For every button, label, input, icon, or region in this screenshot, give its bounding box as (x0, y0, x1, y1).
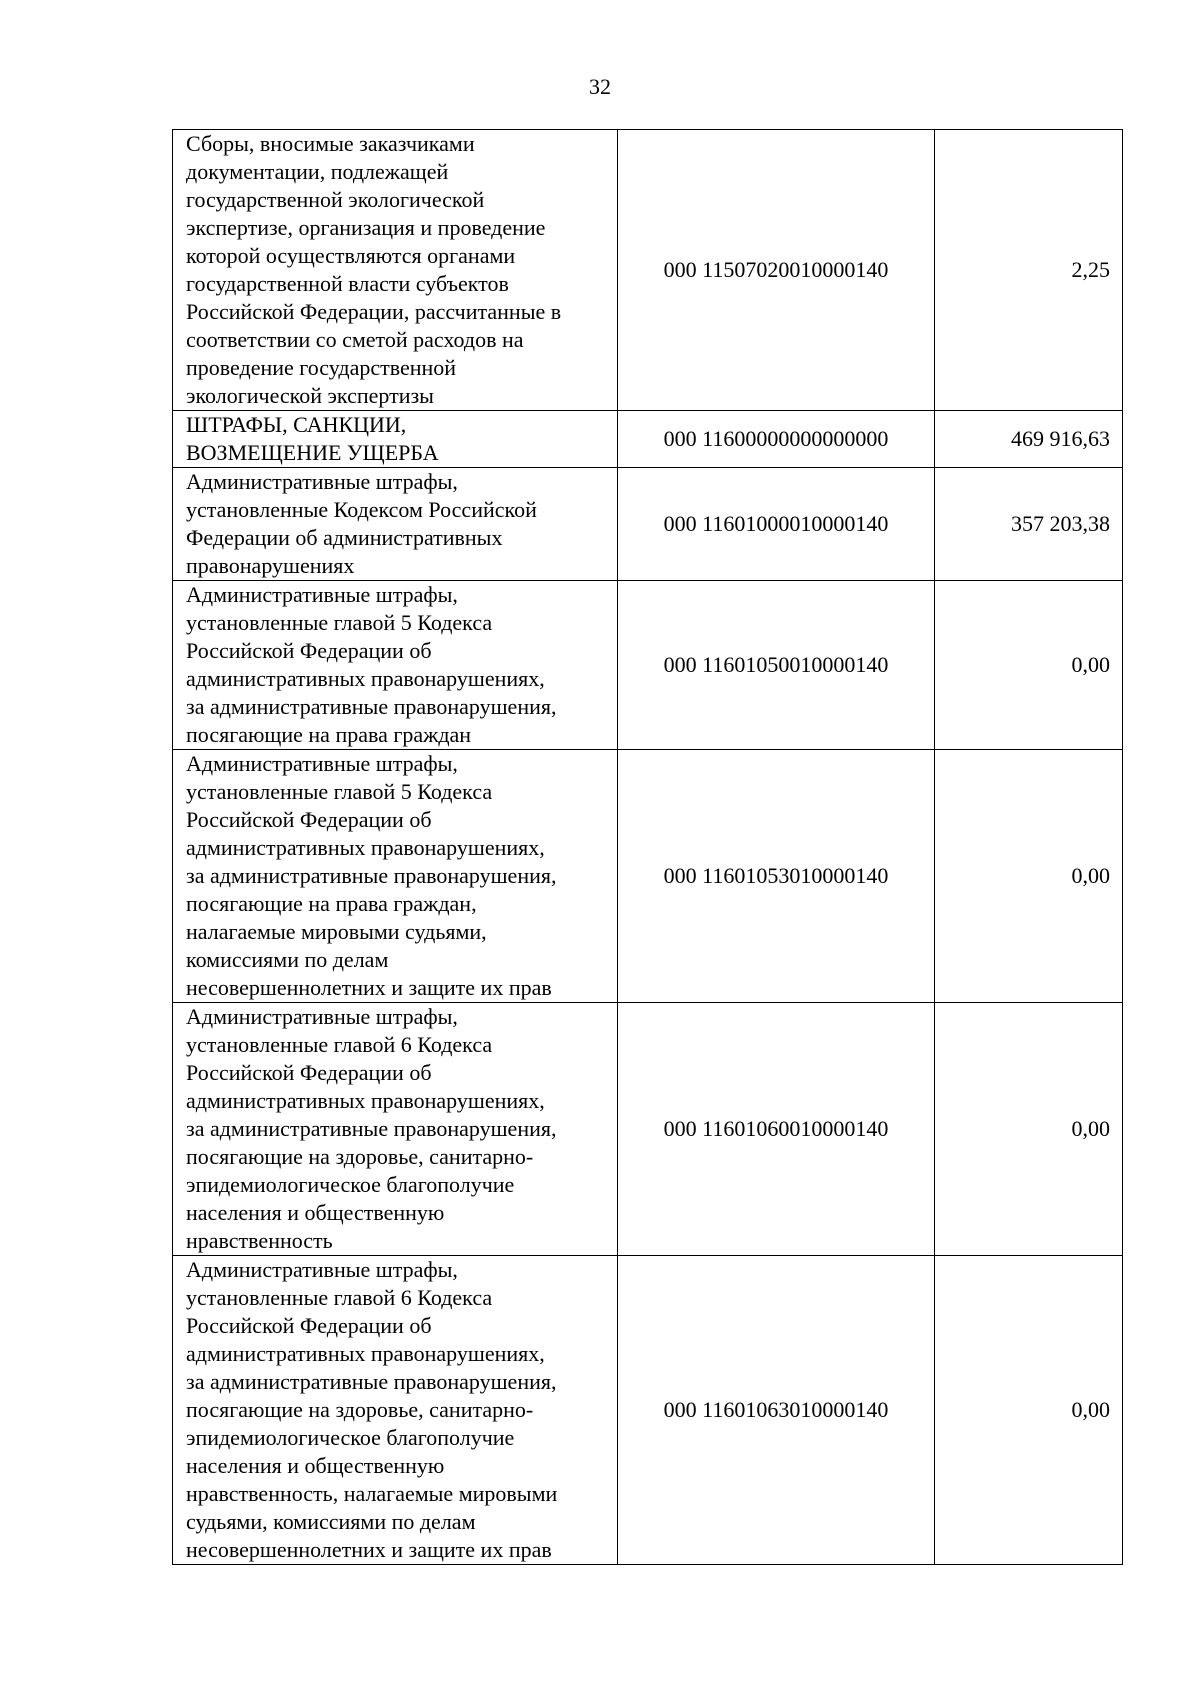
description-line: Административные штрафы, (186, 1257, 458, 1282)
table-row (173, 130, 1123, 411)
revenue-table (172, 129, 1123, 1565)
description-line: проведение государственной (186, 355, 457, 380)
description-line: установленные главой 6 Кодекса (186, 1285, 493, 1310)
description-line: Российской Федерации, рассчитанные в (186, 299, 562, 324)
description-line: правонарушениях (186, 553, 355, 578)
budget-code-cell: 000 11601060010000140 (618, 1003, 935, 1256)
table-row (173, 750, 1123, 1003)
description-line: эпидемиологическое благополучие (186, 1172, 515, 1197)
description-line: за административные правонарушения, (186, 863, 557, 888)
description-line: экспертизе, организация и проведение (186, 215, 546, 240)
table-row (173, 411, 1123, 468)
description-line: посягающие на здоровье, санитарно- (186, 1397, 534, 1422)
description-line: которой осуществляются органами (186, 243, 516, 268)
description-line: соответствии со сметой расходов на (186, 327, 524, 352)
description-line: государственной власти субъектов (186, 271, 509, 296)
budget-code-cell: 000 11507020010000140 (618, 130, 935, 411)
description-line: Российской Федерации об (186, 1060, 432, 1085)
description-line: Федерации об административных (186, 525, 503, 550)
description-line: за административные правонарушения, (186, 1116, 557, 1141)
description-line: населения и общественную (186, 1453, 445, 1478)
description-line: комиссиями по делам (186, 947, 389, 972)
amount-cell: 0,00 (935, 1003, 1123, 1256)
description-line: установленные главой 5 Кодекса (186, 779, 493, 804)
table-row (173, 581, 1123, 750)
amount-cell: 357 203,38 (935, 468, 1123, 581)
row-description-cell (173, 750, 618, 1003)
description-line: налагаемые мировыми судьями, (186, 919, 487, 944)
description-line: административных правонарушениях, (186, 835, 545, 860)
description-line: Административные штрафы, (186, 1004, 458, 1029)
description-line: экологической экспертизы (186, 383, 434, 408)
description-line: установленные главой 6 Кодекса (186, 1032, 493, 1057)
budget-code-cell: 000 11601050010000140 (618, 581, 935, 750)
description-line: судьями, комиссиями по делам (186, 1509, 476, 1534)
description-line: административных правонарушениях, (186, 666, 545, 691)
description-line: ВОЗМЕЩЕНИЕ УЩЕРБА (186, 440, 439, 465)
table-body (173, 130, 1123, 1565)
budget-code-cell: 000 11601063010000140 (618, 1256, 935, 1565)
description-line: Российской Федерации об (186, 1313, 432, 1338)
description-line: нравственность, налагаемые мировыми (186, 1481, 558, 1506)
table-row (173, 1256, 1123, 1565)
table-row (173, 1003, 1123, 1256)
row-description-cell (173, 1256, 618, 1565)
row-description-cell (173, 581, 618, 750)
description-line: государственной экологической (186, 187, 485, 212)
description-line: документации, подлежащей (186, 159, 449, 184)
description-line: несовершеннолетних и защите их прав (186, 975, 552, 1000)
row-description-cell (173, 1003, 618, 1256)
description-line: установленные главой 5 Кодекса (186, 610, 493, 635)
description-line: Административные штрафы, (186, 582, 458, 607)
amount-cell: 2,25 (935, 130, 1123, 411)
amount-cell: 469 916,63 (935, 411, 1123, 468)
amount-cell: 0,00 (935, 1256, 1123, 1565)
description-line: посягающие на права граждан, (186, 891, 477, 916)
budget-code-cell: 000 11601053010000140 (618, 750, 935, 1003)
row-description-cell (173, 411, 618, 468)
description-line: посягающие на здоровье, санитарно- (186, 1144, 534, 1169)
page-number: 32 (589, 74, 611, 99)
description-line: нравственность (186, 1228, 333, 1253)
description-line: административных правонарушениях, (186, 1088, 545, 1113)
description-line: Сборы, вносимые заказчиками (186, 131, 475, 156)
row-description-cell (173, 468, 618, 581)
description-line: Российской Федерации об (186, 807, 432, 832)
description-line: Российской Федерации об (186, 638, 432, 663)
description-line: посягающие на права граждан (186, 722, 472, 747)
description-line: за административные правонарушения, (186, 694, 557, 719)
table-row (173, 468, 1123, 581)
budget-code-cell: 000 11601000010000140 (618, 468, 935, 581)
description-line: Административные штрафы, (186, 469, 458, 494)
description-line: административных правонарушениях, (186, 1341, 545, 1366)
description-line: Административные штрафы, (186, 751, 458, 776)
description-line: ШТРАФЫ, САНКЦИИ, (186, 412, 407, 437)
budget-code-cell: 000 11600000000000000 (618, 411, 935, 468)
description-line: за административные правонарушения, (186, 1369, 557, 1394)
description-line: эпидемиологическое благополучие (186, 1425, 515, 1450)
row-description-cell (173, 130, 618, 411)
amount-cell: 0,00 (935, 750, 1123, 1003)
description-line: населения и общественную (186, 1200, 445, 1225)
description-line: установленные Кодексом Российской (186, 497, 537, 522)
amount-cell: 0,00 (935, 581, 1123, 750)
description-line: несовершеннолетних и защите их прав (186, 1537, 552, 1562)
